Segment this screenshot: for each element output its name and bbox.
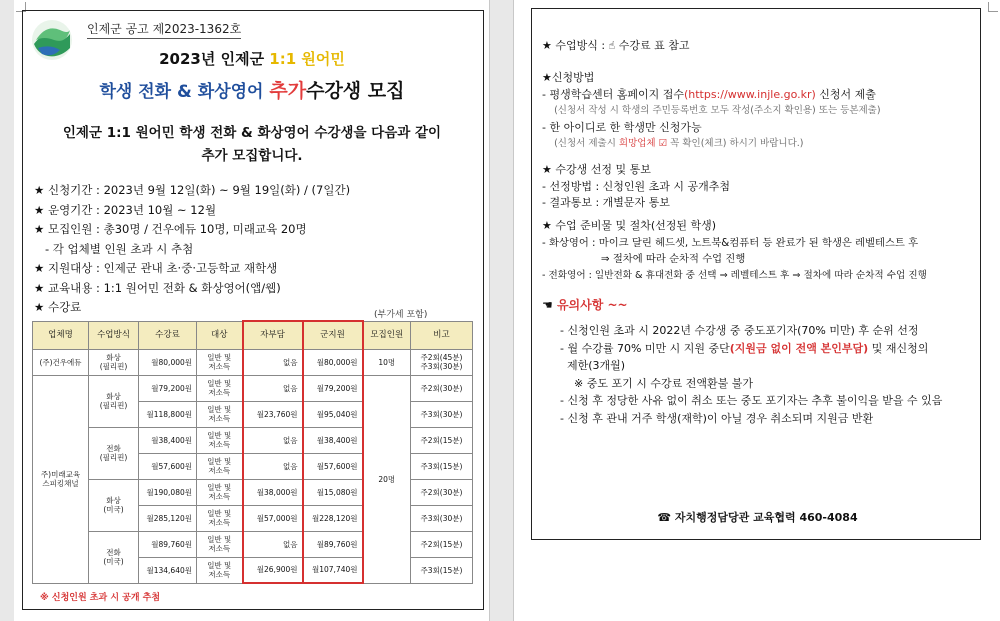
info-content: ★ 교육내용 : 1:1 원어민 전화 & 화상영어(앱/웹) [34, 280, 281, 295]
target-cell: 일반 및 저소득 [197, 427, 243, 453]
support-cell: 월15,080원 [303, 479, 363, 505]
self-pay-cell: 월23,760원 [243, 401, 303, 427]
self-pay-cell: 없음 [243, 349, 303, 375]
target-cell: 일반 및 저소득 [197, 349, 243, 375]
company-cell: (주)건우에듀 [33, 349, 89, 375]
intro-paragraph [32, 122, 472, 168]
support-cell: 월228,120원 [303, 505, 363, 531]
apply-item-2-sub [542, 136, 881, 153]
prep-video: - 화상영어 : 마이크 달린 헤드셋, 노트북&컴퓨터 등 완료가 된 학생은 레벨테스트 후 [542, 236, 919, 249]
fee-cell: 월285,120원 [139, 505, 197, 531]
table-header-row [33, 321, 473, 349]
method-cell: 화상 (미국) [89, 479, 139, 531]
apply-item-1-text: - 평생학습센터 홈페이지 접수 [542, 87, 684, 101]
apply-item-2-sub-c: 꼭 확인(체크) 하시기 바랍니다.) [667, 138, 804, 149]
caution-title: 유의사항 ~~ [556, 298, 628, 312]
document-page-1 [14, 0, 490, 621]
notice-number: 인제군 공고 제2023-1362호 [87, 20, 241, 39]
company-cell: 주)미래교육 스피킹채널 [33, 375, 89, 583]
document-page-2 [513, 0, 1000, 621]
self-pay-warning: (지원금 없이 전액 본인부담) [729, 341, 869, 355]
fee-cell: 월80,000원 [139, 349, 197, 375]
prep-video-cont: ⇒ 절차에 따라 순차적 수업 진행 [542, 253, 746, 265]
self-pay-cell: 없음 [243, 427, 303, 453]
target-cell: 일반 및 저소득 [197, 453, 243, 479]
intro-line-2: 추가 모집합니다. [201, 148, 303, 164]
apply-item-1-end: 신청서 제출 [815, 87, 876, 101]
support-cell: 월95,040원 [303, 401, 363, 427]
self-pay-cell: 없음 [243, 531, 303, 557]
title-additional-text: 추가 [269, 80, 307, 102]
vat-note: (부가세 포함) [374, 310, 428, 320]
select-notify: - 결과통보 : 개별문자 통보 [542, 196, 670, 209]
caution-refund: ※ 중도 포기 시 수강료 전액환불 불가 [560, 376, 753, 390]
intro-line-1: 인제군 1:1 원어민 학생 전화 & 화상영어 수강생을 다음과 같이 [62, 125, 442, 141]
prep-phone: - 전화영어 : 일반전화 & 휴대전화 중 선택 ⇒ 레벨테스트 후 ⇒ 절차에 따라 순차적 수업 진행 [542, 269, 927, 281]
target-cell: 일반 및 저소득 [197, 401, 243, 427]
header-fee: 수강료 [139, 321, 197, 349]
lottery-note: ※ 신청인원 초과 시 공개 추첨 [40, 593, 161, 603]
method-section: ★ 수업방식 : ☝ 수강료 표 참고 [542, 39, 690, 52]
prep-section [542, 218, 927, 284]
caution-heading [542, 296, 628, 313]
method-cell: 전화 (필리핀) [89, 427, 139, 479]
self-pay-cell: 없음 [243, 453, 303, 479]
caution-item: - 신청 후 정당한 사유 없이 취소 또는 중도 포기자는 추후 불이익을 받을 수 있음 [560, 394, 943, 408]
support-cell: 월107,740원 [303, 557, 363, 583]
target-cell: 일반 및 저소득 [197, 531, 243, 557]
fee-cell: 월134,640원 [139, 557, 197, 583]
note-cell: 주2회(45분) 주3회(30분) [411, 349, 473, 375]
title-line-2 [14, 76, 490, 103]
info-fee-heading: ★ 수강료 [34, 300, 82, 314]
target-cell: 일반 및 저소득 [197, 375, 243, 401]
info-operation: ★ 운영기간 : 2023년 10월 ~ 12월 [34, 202, 217, 217]
select-section [542, 162, 730, 212]
title-recruit-text: 수강생 모집 [306, 80, 405, 102]
fee-cell: 월38,400원 [139, 427, 197, 453]
support-cell: 월80,000원 [303, 349, 363, 375]
support-cell: 월57,600원 [303, 453, 363, 479]
self-pay-cell: 월57,000원 [243, 505, 303, 531]
page-corner-mark [988, 2, 998, 12]
method-cell: 화상 (필리핀) [89, 375, 139, 427]
caution-list [560, 322, 942, 428]
fee-cell: 월89,760원 [139, 531, 197, 557]
method-cell: 화상 (필리핀) [89, 349, 139, 375]
company-check-text: 희망업체 ☑ [618, 138, 668, 149]
info-eligibility: ★ 지원대상 : 인제군 관내 초·중·고등학교 재학생 [34, 261, 278, 275]
header-company: 업체명 [33, 321, 89, 349]
select-title: ★ 수강생 선정 및 통보 [542, 163, 651, 176]
note-cell: 주3회(15분) [411, 557, 473, 583]
self-pay-cell: 없음 [243, 375, 303, 401]
apply-section [542, 70, 881, 153]
self-pay-cell: 월26,900원 [243, 557, 303, 583]
apply-item-2: - 한 아이디로 한 학생만 신청가능 [542, 120, 702, 134]
note-cell: 주3회(30분) [411, 505, 473, 531]
title-native-text: 1:1 원어민 [269, 50, 345, 68]
target-cell: 일반 및 저소득 [197, 505, 243, 531]
contact-line: ☎ 자치행정담당관 교육협력 460-4084 [657, 511, 858, 524]
table-row [33, 349, 473, 375]
homepage-link[interactable]: (https://www.injle.go.kr) [683, 87, 816, 101]
caution-item-cont: 제한(3개월) [560, 359, 626, 373]
caution-item-2-end: 및 재신청의 [868, 341, 929, 355]
fee-cell: 월79,200원 [139, 375, 197, 401]
caution-item [560, 340, 942, 358]
select-method: - 선정방법 : 신청인원 초과 시 공개추첨 [542, 179, 731, 193]
quota-cell: 20명 [363, 375, 411, 583]
support-cell: 월38,400원 [303, 427, 363, 453]
quota-cell: 10명 [363, 349, 411, 375]
caution-item: - 신청 후 관내 거주 학생(재학)이 아닐 경우 취소되며 지원금 반환 [560, 411, 874, 425]
apply-title: ★신청방법 [542, 71, 595, 84]
note-cell: 주3회(30분) [411, 401, 473, 427]
caution-item-2-text: - 월 수강률 70% 미만 시 지원 중단 [560, 341, 730, 355]
target-cell: 일반 및 저소득 [197, 479, 243, 505]
caution-item: - 신청인원 초과 시 2022년 수강생 중 중도포기자(70% 미만) 후 순위 선정 [560, 324, 919, 337]
header-quota: 모집인원 [363, 321, 411, 349]
self-pay-cell: 월38,000원 [243, 479, 303, 505]
info-period: ★ 신청기간 : 2023년 9월 12일(화) ~ 9월 19일(화) / (7일간) [34, 183, 351, 197]
title-year-text: 2023년 인제군 [159, 50, 270, 68]
support-cell: 월79,200원 [303, 375, 363, 401]
apply-item-1-sub: (신청서 작성 시 학생의 주민등록번호 모두 작성(주소지 확인용) 또는 등본제출) [542, 105, 881, 116]
note-cell: 주2회(15분) [411, 531, 473, 557]
header-method: 수업방식 [89, 321, 139, 349]
note-cell: 주2회(30분) [411, 375, 473, 401]
method-cell: 전화 (미국) [89, 531, 139, 583]
fee-cell: 월57,600원 [139, 453, 197, 479]
header-self-pay: 자부담 [243, 321, 303, 349]
fee-table [32, 320, 473, 584]
apply-item-2-sub-a: (신청서 제출시 [542, 138, 619, 149]
note-cell: 주2회(30분) [411, 479, 473, 505]
fee-cell: 월190,080원 [139, 479, 197, 505]
hand-pointing-icon: ☚ [542, 298, 553, 312]
prep-title: ★ 수업 준비물 및 절차(선정된 학생) [542, 219, 717, 232]
header-county-support: 군지원 [303, 321, 363, 349]
support-cell: 월89,760원 [303, 531, 363, 557]
title-line-1 [14, 48, 490, 69]
info-list [34, 181, 350, 318]
title-course-text: 학생 전화 & 화상영어 [99, 82, 270, 102]
note-cell: 주3회(15분) [411, 453, 473, 479]
header-note: 비고 [411, 321, 473, 349]
info-lottery: - 각 업체별 인원 초과 시 추첨 [34, 241, 194, 256]
fee-cell: 월118,800원 [139, 401, 197, 427]
header-target: 대상 [197, 321, 243, 349]
apply-item-1 [542, 87, 881, 104]
note-cell: 주2회(15분) [411, 427, 473, 453]
info-quota: ★ 모집인원 : 총30명 / 건우에듀 10명, 미래교육 20명 [34, 222, 307, 236]
table-row [33, 375, 473, 401]
target-cell: 일반 및 저소득 [197, 557, 243, 583]
